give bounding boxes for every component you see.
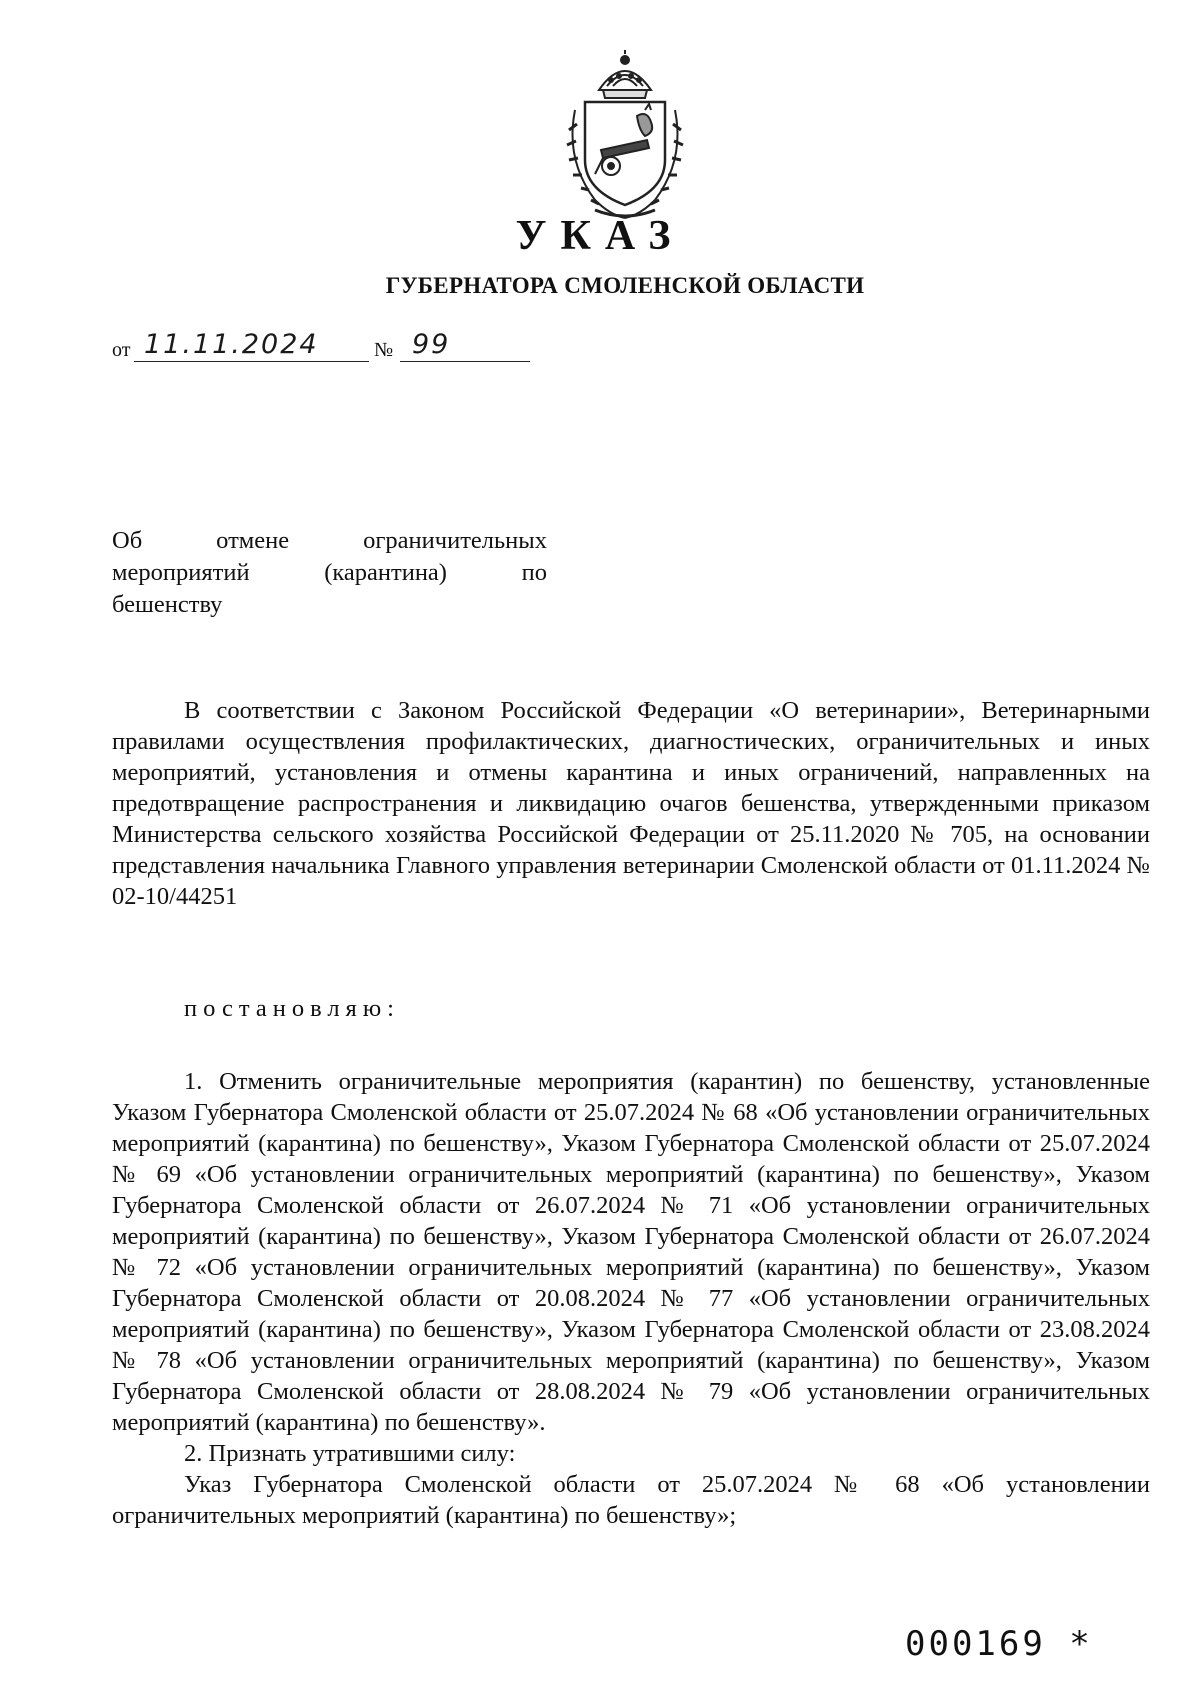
subject-line-2 bbox=[112, 557, 547, 589]
date-label: от bbox=[112, 339, 131, 361]
item-2: 2. Признать утратившими силу: bbox=[184, 1440, 516, 1467]
subject-word: по bbox=[521, 559, 547, 586]
subject-line-1 bbox=[112, 525, 547, 557]
coat-of-arms-icon bbox=[555, 50, 695, 225]
item-1: 1. Отменить ограничительные мероприятия (карантин) по бешенству, установленные Указом Губернатора Смоленской области от 25.07.2024 № 68 «Об установлении ограничительных мероприятий (карантина) по бешенству», Указом Губернатора Смоленской области от 25.07.2024 № 69 «Об установлении ограничительных мероприятий (карантина) по бешенству», Указом Губернатора Смоленской области от 26.07.2024 № 71 «Об установлении ограничительных мероприятий (карантина) по бешенству», Указом Губернатора Смоленской области от 26.07.2024 № 72 «Об установлении ограничительных мероприятий (карантина) по бешенству», Указом Губернатора Смоленской области от 20.08.2024 № 77 «Об установлении ограничительных мероприятий (карантина) по бешенству», Указом Губернатора Смоленской области от 23.08.2024 № 78 «Об установлении ограничительных мероприятий (карантина) по бешенству», Указом Губернатора Смоленской области от 28.08.2024 № 79 «Об установлении ограничительных мероприятий (карантина) по бешенству». bbox=[112, 1068, 1150, 1436]
subject-word: Об bbox=[112, 527, 143, 554]
preamble-paragraph bbox=[112, 695, 1150, 912]
subject-line-3 bbox=[112, 589, 547, 621]
handwritten-date: 11.11.2024 bbox=[144, 329, 319, 360]
document-subtitle: ГУБЕРНАТОРА СМОЛЕНСКОЙ ОБЛАСТИ bbox=[385, 273, 865, 298]
date-number-line bbox=[112, 328, 612, 368]
handwritten-number: 99 bbox=[412, 329, 451, 360]
serial-number: 000169 * bbox=[905, 1624, 1093, 1664]
subject-word: ограничительных bbox=[363, 527, 547, 554]
number-label: № bbox=[374, 339, 394, 361]
document-title: УКАЗ bbox=[515, 213, 685, 259]
decree-items bbox=[112, 1066, 1150, 1531]
subject-word: мероприятий bbox=[112, 559, 250, 586]
preamble-text: В соответствии с Законом Российской Федерации «О ветеринарии», Ветеринарными правилами осуществления профилактических, диагностических, ограничительных и иных мероприятий, установления и отмены карантина и иных ограничений, направленных на предотвращение распространения и ликвидацию очагов бешенства, утвержденными приказом Министерства сельского хозяйства Российской Федерации от 25.11.2020 № 705, на основании представления начальника Главного управления ветеринарии Смоленской области от 01.11.2024 № 02-10/44251 bbox=[112, 697, 1150, 910]
subject-word: отмене bbox=[216, 527, 290, 554]
subject-word: (карантина) bbox=[324, 559, 447, 586]
decree-word: постановляю: bbox=[184, 995, 400, 1022]
document-subject bbox=[112, 525, 547, 621]
subject-word: бешенству bbox=[112, 591, 223, 618]
item-2-sub-1: Указ Губернатора Смоленской области от 25.07.2024 № 68 «Об установлении ограничительных мероприятий (карантина) по бешенству»; bbox=[112, 1471, 1150, 1529]
